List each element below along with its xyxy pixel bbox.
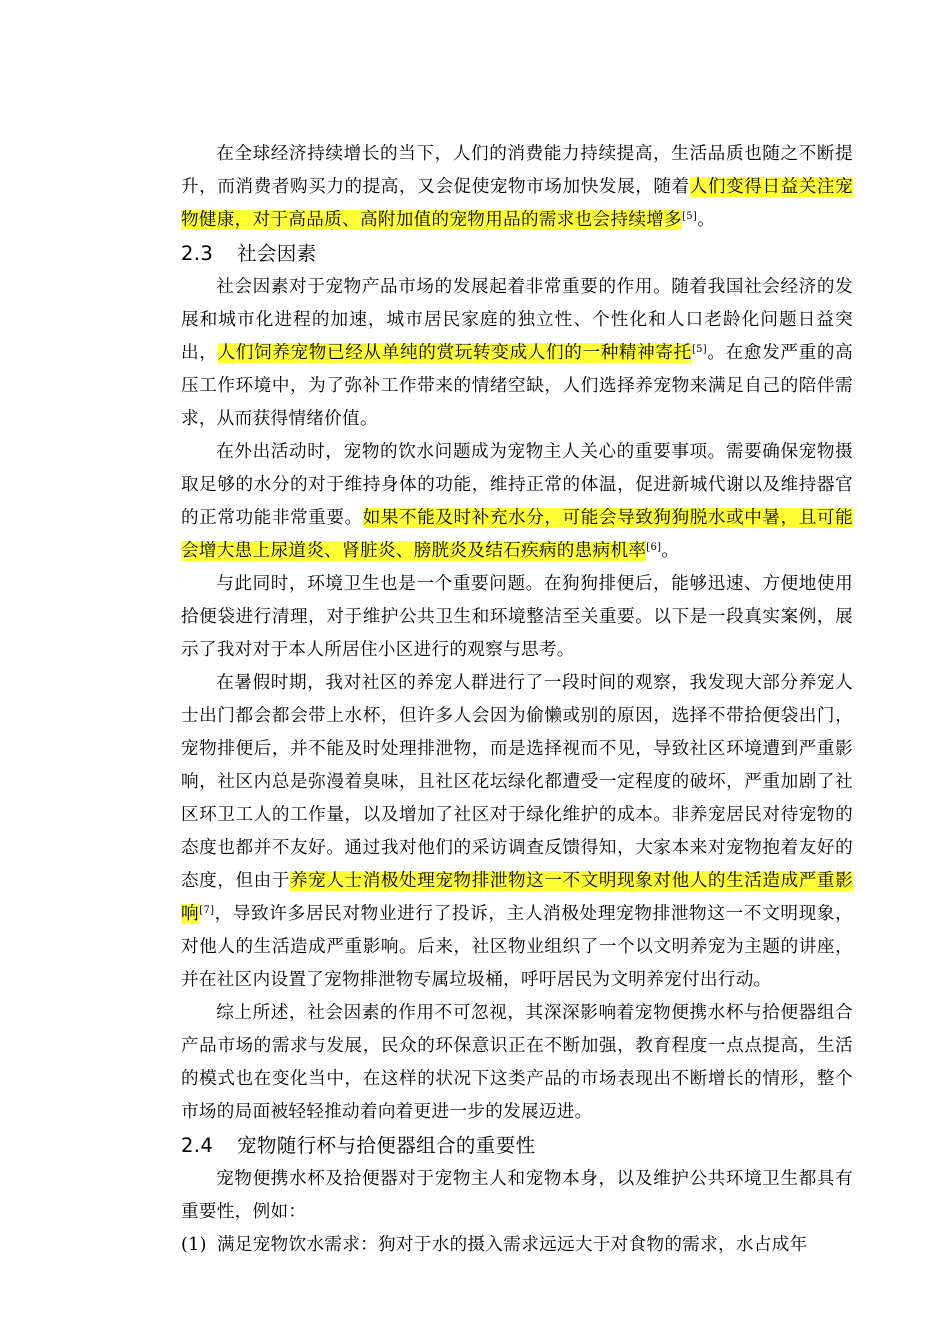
section-heading-2-4	[181, 1129, 853, 1163]
paragraph-market-growth	[181, 138, 853, 237]
paragraph-importance: 宠物便携水杯及拾便器对于宠物主人和宠物本身，以及维护公共环境卫生都具有重要性，例如：	[181, 1169, 853, 1222]
paragraph-text: 。	[661, 541, 680, 561]
highlighted-text: 养宠人士消极处理宠物排泄物这一不文明现象对他人的生活造成严重影响	[181, 871, 853, 924]
paragraph-case-study	[181, 667, 853, 997]
paragraph-summary: 综上所述，社会因素的作用不可忽视，其深深影响着宠物便携水杯与拾便器组合产品市场的需求与发展，民众的环保意识正在不断加强，教育程度一点点提高，生活的模式也在变化当中，在这样的状况下这类产品的市场表现出不断增长的情形，整个市场的局面被轻轻推动着向着更进一步的发展迈进。	[181, 1003, 853, 1122]
paragraph-social-factors	[181, 271, 853, 436]
paragraph-text: 。在愈发严重的高压工作环境中，为了弥补工作带来的情绪空缺，人们选择养宠物来满足自己的陪伴需求，从而获得情绪价值。	[181, 343, 853, 429]
paragraph-pet-water	[181, 436, 853, 568]
paragraph-text: 。	[697, 210, 716, 230]
highlighted-text: 人们变得日益关注宠物健康，对于高品质、高附加值的宠物用品的需求也会持续增多	[181, 177, 853, 230]
paragraph-text: 在暑假时期，我对社区的养宠人群进行了一段时间的观察，我发现大部分养宠人士出门都会都会带上水杯，但许多人会因为偷懒或别的原因，选择不带拾便袋出门，宠物排便后，并不能及时处理排泄物，而是选择视而不见，导致社区环境遭到严重影响，社区内总是弥漫着臭味，且社区花坛绿化都遭受一定程度的破坏，严重加剧了社区环卫工人的工作量，以及增加了社区对于绿化维护的成本。非养宠居民对待宠物的态度也都并不友好。通过我对他们的采访调查反馈得知，大家本来对宠物抱着友好的态度，但由于	[181, 673, 853, 891]
section-number: 2.3	[181, 242, 214, 265]
paragraph-text: 在全球经济持续增长的当下，人们的消费能力持续提高，生活品质也随之不断提升，而消费者购买力的提高，又会促使宠物市场加快发展，随着	[181, 144, 853, 197]
citation-ref: [5]	[682, 211, 698, 222]
highlighted-text: 人们饲养宠物已经从单纯的赏玩转变成人们的一种精神寄托	[217, 343, 692, 363]
paragraph-text: ，导致许多居民对物业进行了投诉，主人消极处理宠物排泄物这一不文明现象，对他人的生活造成严重影响。后来，社区物业组织了一个以文明养宠为主题的讲座，并在社区内设置了宠物排泄物专属垃圾桶，呼吁居民为文明养宠付出行动。	[181, 904, 853, 990]
paragraph-text: 社会因素对于宠物产品市场的发展起着非常重要的作用。随着我国社会经济的发展和城市化进程的加速，城市居民家庭的独立性、个性化和人口老龄化问题日益突出，	[181, 277, 853, 363]
highlighted-text: 如果不能及时补充水分，可能会导致狗狗脱水或中暑，且可能会增大患上尿道炎、肾脏炎、膀胱炎及结石疾病的患病机率	[181, 508, 853, 561]
citation-ref: [7]	[199, 905, 215, 916]
page-content	[181, 138, 853, 1262]
citation-ref: [6]	[646, 542, 662, 553]
list-item	[181, 1229, 853, 1262]
paragraph-text: 在外出活动时，宠物的饮水问题成为宠物主人关心的重要事项。需要确保宠物摄取足够的水分的对于维持身体的功能，维持正常的体温，促进新城代谢以及维持器官的正常功能非常重要。	[181, 442, 853, 528]
section-title: 社会因素	[237, 242, 317, 265]
section-title: 宠物随行杯与拾便器组合的重要性	[237, 1134, 536, 1157]
list-item-text: 满足宠物饮水需求：狗对于水的摄入需求远远大于对食物的需求，水占成年	[217, 1235, 808, 1255]
section-heading-2-3	[181, 237, 853, 271]
citation-ref: [5]	[691, 344, 708, 355]
paragraph-hygiene: 与此同时，环境卫生也是一个重要问题。在狗狗排便后，能够迅速、方便地使用拾便袋进行清理，对于维护公共卫生和环境整洁至关重要。以下是一段真实案例，展示了我对对于本人所居住小区进行的观察与思考。	[181, 574, 853, 660]
section-number: 2.4	[181, 1134, 214, 1157]
list-marker: (1)	[181, 1235, 207, 1255]
